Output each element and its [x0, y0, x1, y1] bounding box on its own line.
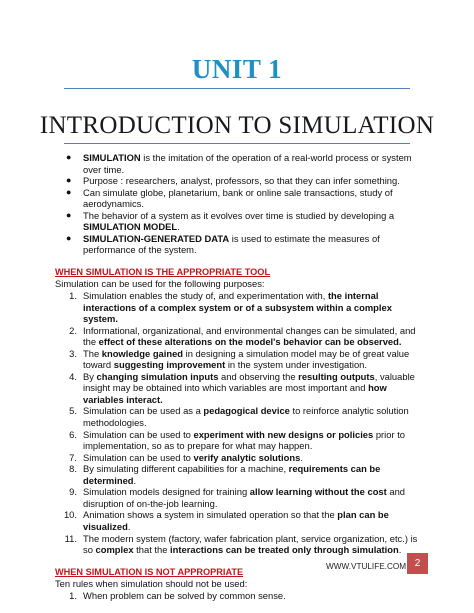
- title-rule-bottom: [64, 143, 410, 144]
- list-item: 6. Simulation can be used to experiment with new designs or policies prior to implementation, so as to prepare for what may happen.: [69, 428, 406, 452]
- unit-title: UNIT 1: [191, 54, 283, 84]
- list-item: 5. Simulation can be used as a pedagogical device to reinforce analytic solution methodologies.: [69, 405, 409, 429]
- list-item: 2. Informational, organizational, and environmental changes can be simulated, and the effect of these alterations on the model's behavior can be observed.: [69, 324, 416, 348]
- body-content: [55, 152, 420, 601]
- section-intro: Ten rules when simulation should not be used:: [55, 578, 248, 590]
- list-item: 8. By simulating different capabilities for a machine, requirements can be determined.: [69, 463, 381, 486]
- footer-url: WWW.VTULIFE.COM: [326, 562, 407, 571]
- bullet-icon: ●: [66, 152, 72, 162]
- not-appropriate-list: [55, 590, 420, 602]
- section-heading-not-appropriate: WHEN SIMULATION IS NOT APPROPRIATE: [55, 566, 244, 577]
- bullet-icon: ●: [66, 232, 72, 243]
- bullet-item: ● Purpose : researchers, analyst, professors, so that they can infer something.: [66, 175, 400, 187]
- appropriate-uses-list: [55, 290, 420, 556]
- section-intro: Simulation can be used for the following purposes:: [55, 278, 265, 290]
- bullet-icon: ●: [66, 175, 72, 186]
- list-item: 4. By changing simulation inputs and observing the resulting outputs, valuable insight may be obtained into which variables are most important and how variables interact.: [69, 370, 415, 405]
- bullet-icon: ●: [66, 209, 72, 220]
- list-item: 1. When problem can be solved by common sense.: [69, 589, 286, 601]
- section-heading-appropriate: WHEN SIMULATION IS THE APPROPRIATE TOOL: [55, 266, 271, 277]
- bullet-item: ● SIMULATION is the imitation of the operation of a real-world process or system over time.: [66, 152, 412, 175]
- bullet-item: ● Can simulate globe, planetarium, bank or online sale transactions, study of aerodynamics.: [66, 186, 393, 210]
- intro-bullet-list: [55, 152, 420, 256]
- bullet-item: ● The behavior of a system as it evolves over time is studied by developing a SIMULATION MODEL.: [66, 209, 395, 233]
- title-rule-top: [64, 88, 410, 89]
- list-item: 1. Simulation enables the study of, and experimentation with, the internal interactions of a complex system or of a subsystem within a complex system.: [69, 290, 392, 325]
- list-item: 7. Simulation can be used to verify analytic solutions.: [69, 451, 303, 463]
- list-item: 9. Simulation models designed for training allow learning without the cost and disruption of on-the-job learning.: [69, 486, 406, 509]
- page-number-badge: 2: [407, 553, 428, 574]
- list-item: 3. The knowledge gained in designing a simulation model may be of great value toward suggesting improvement in the system under investigation.: [69, 347, 410, 371]
- list-item: 10. Animation shows a system in simulated operation so that the plan can be visualized.: [63, 509, 389, 532]
- bullet-icon: ●: [66, 186, 72, 197]
- list-item: 11. The modern system (factory, wafer fabrication plant, service organization, etc.) is so complex that the interactions can be treated only through simulation.: [64, 532, 418, 556]
- bullet-item: ● SIMULATION-GENERATED DATA is used to estimate the measures of performance of the system.: [66, 232, 380, 256]
- main-title: INTRODUCTION TO SIMULATION: [39, 112, 435, 139]
